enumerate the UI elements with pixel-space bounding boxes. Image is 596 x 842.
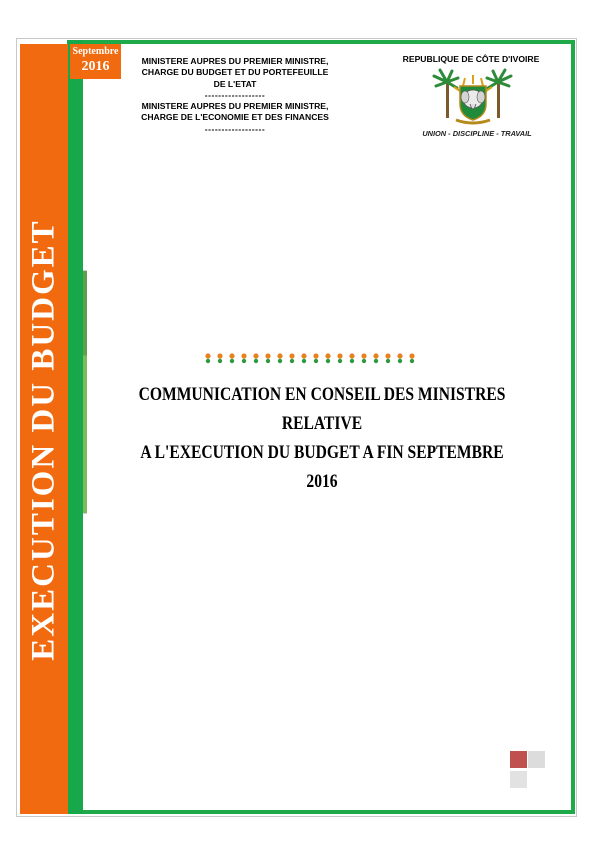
national-motto: UNION - DISCIPLINE - TRAVAIL xyxy=(422,129,532,138)
republic-title: REPUBLIQUE DE CÔTE D'IVOIRE xyxy=(402,54,540,64)
separator-2: ------------------ xyxy=(204,123,266,134)
document-title xyxy=(133,380,510,496)
ministry-2-line-1: MINISTERE AUPRES DU PREMIER MINISTRE, xyxy=(141,101,329,112)
date-badge xyxy=(70,44,121,79)
separator-1: ------------------ xyxy=(204,89,266,100)
ministry-1-line-2: CHARGE DU BUDGET ET DU PORTEFEUILLE xyxy=(141,67,329,78)
decorative-square-red xyxy=(510,751,527,768)
green-strip-accent xyxy=(83,270,87,514)
date-year: 2016 xyxy=(81,59,110,74)
decorative-square-gray xyxy=(528,751,545,768)
vertical-title: EXECUTION DU BUDGET xyxy=(25,219,62,661)
decorative-square-light xyxy=(510,771,527,788)
title-line-1: COMMUNICATION EN CONSEIL DES MINISTRES RELATIVE xyxy=(138,384,506,434)
ministry-header xyxy=(128,56,342,135)
coat-of-arms-icon xyxy=(430,66,516,128)
ministry-2-line-2: CHARGE DE L'ECONOMIE ET DES FINANCES xyxy=(141,112,329,123)
green-side-strip xyxy=(67,40,83,814)
title-line-2: A L'EXECUTION DU BUDGET A FIN SEPTEMBRE 2016 xyxy=(140,442,504,492)
date-month: Septembre xyxy=(72,46,119,57)
ministry-1-line-3: DE L'ETAT xyxy=(213,78,257,89)
ministry-1-line-1: MINISTERE AUPRES DU PREMIER MINISTRE, xyxy=(141,56,329,66)
decorative-dots-divider xyxy=(204,352,420,366)
